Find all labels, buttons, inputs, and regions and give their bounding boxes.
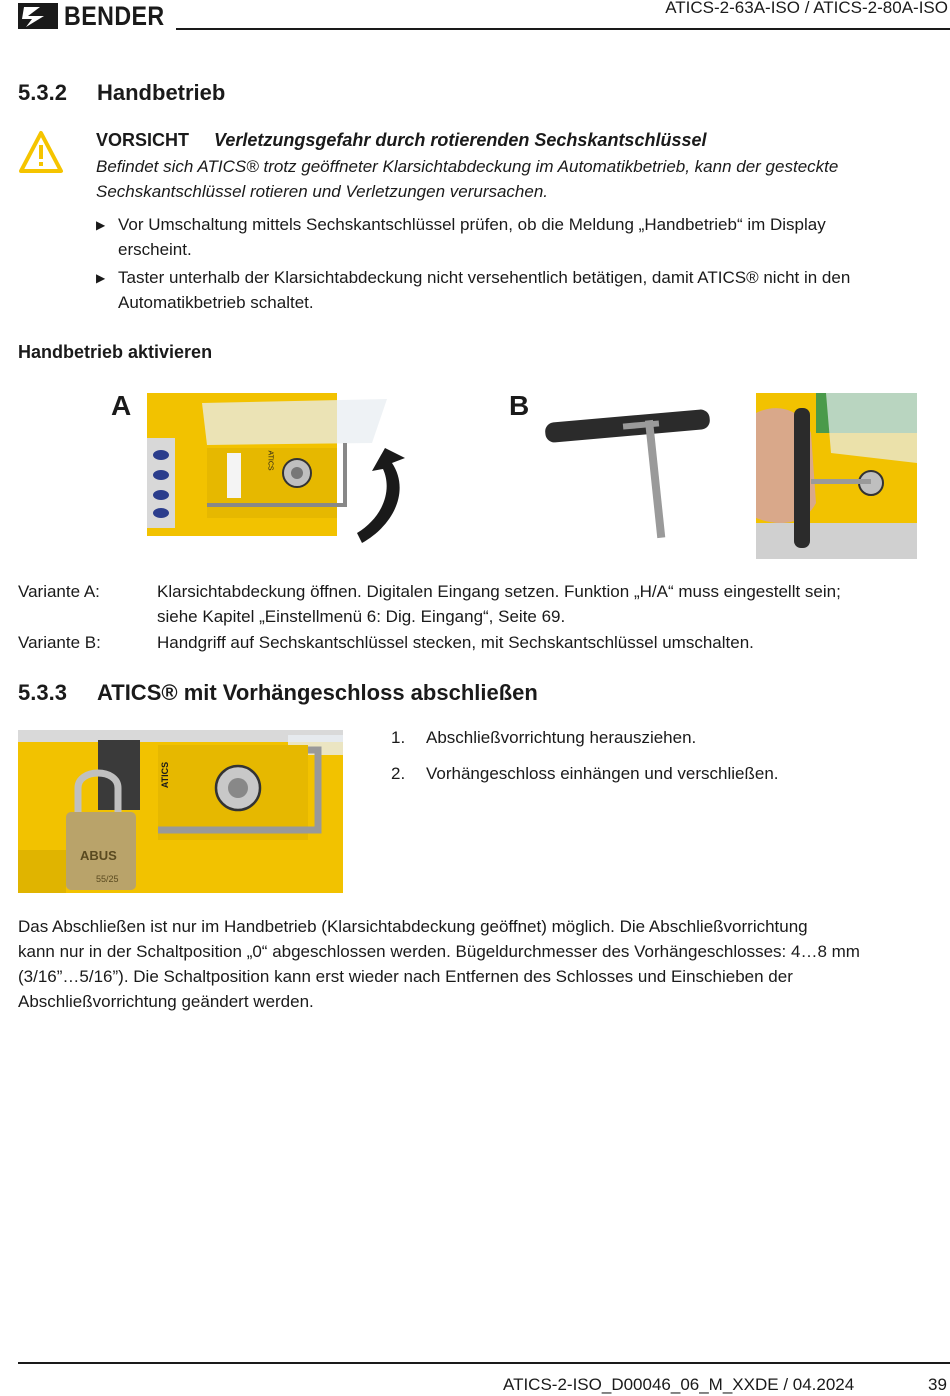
page-number: 39 bbox=[928, 1375, 947, 1394]
bender-logo bbox=[18, 0, 181, 32]
bullet-text: Taster unterhalb der Klarsichtabdeckung nicht versehentlich betätigen, damit ATICS® nicht in den bbox=[118, 268, 851, 287]
paragraph-line: Das Abschließen ist nur im Handbetrieb (Klarsichtabdeckung geöffnet) möglich. Die Abschließvorrichtung bbox=[18, 917, 808, 936]
section-title: ATICS® mit Vorhängeschloss abschließen bbox=[97, 680, 538, 705]
warning-line: Befindet sich ATICS® trotz geöffneter Klarsichtabdeckung im Automatikbetrieb, kann der gesteckte bbox=[96, 157, 839, 176]
bullet-text: Vor Umschaltung mittels Sechskantschlüssel prüfen, ob die Meldung „Handbetrieb“ im Display bbox=[118, 215, 826, 234]
variant-text: Klarsichtabdeckung öffnen. Digitalen Eingang setzen. Funktion „H/A“ muss eingestellt sein; bbox=[157, 582, 841, 601]
device-label: ATICS bbox=[266, 450, 274, 471]
warning-signal-word: VORSICHT bbox=[96, 130, 190, 150]
footer-divider bbox=[18, 1362, 950, 1364]
section-title: Handbetrieb bbox=[97, 80, 226, 105]
variant-text: siehe Kapitel „Einstellmenü 6: Dig. Eingang“, Seite 69. bbox=[157, 607, 566, 626]
figure-label-b: B bbox=[509, 390, 530, 421]
lock-brand: ABUS bbox=[80, 848, 117, 863]
paragraph-line: (3/16”…5/16”). Die Schaltposition kann erst wieder nach Entfernen des Schlosses und Einschieben der bbox=[18, 967, 793, 986]
bullet-arrow-icon: ▶ bbox=[96, 218, 106, 232]
warning-title: Verletzungsgefahr durch rotierenden Sechskantschlüssel bbox=[214, 130, 707, 150]
paragraph-line: kann nur in der Schaltposition „0“ abgeschlossen werden. Bügeldurchmesser des Vorhängeschlosses: 4…8 mm bbox=[18, 942, 860, 961]
bullet-arrow-icon: ▶ bbox=[96, 271, 106, 285]
lock-paragraph bbox=[18, 914, 950, 1014]
step-text: Vorhängeschloss einhängen und verschließen. bbox=[426, 764, 779, 783]
step-item bbox=[391, 728, 696, 748]
bullet-text: erscheint. bbox=[118, 240, 192, 259]
section-heading-532 bbox=[18, 80, 225, 106]
warning-heading bbox=[96, 130, 706, 151]
section-number: 5.3.2 bbox=[18, 80, 67, 105]
subheading-activate: Handbetrieb aktivieren bbox=[18, 342, 213, 362]
variant-b-row bbox=[18, 630, 754, 655]
figure-label-a: A bbox=[111, 390, 132, 421]
bullet-text: Automatikbetrieb schaltet. bbox=[118, 293, 314, 312]
photo-variant-b bbox=[756, 393, 917, 559]
brand-name: BENDER bbox=[64, 0, 165, 31]
paragraph-line: Abschließvorrichtung geändert werden. bbox=[18, 992, 314, 1011]
section-heading-533 bbox=[18, 680, 538, 706]
step-number: 2. bbox=[391, 764, 406, 783]
document-title: ATICS-2-63A-ISO / ATICS-2-80A-ISO bbox=[665, 0, 948, 17]
warning-line: Sechskantschlüssel rotieren und Verletzungen verursachen. bbox=[96, 182, 549, 201]
section-number: 5.3.3 bbox=[18, 680, 67, 705]
variant-label: Variante B: bbox=[18, 633, 101, 652]
step-item bbox=[391, 764, 779, 784]
photo-padlock bbox=[18, 730, 343, 893]
step-number: 1. bbox=[391, 728, 406, 747]
variant-text: Handgriff auf Sechskantschlüssel stecken, mit Sechskantschlüssel umschalten. bbox=[157, 633, 754, 652]
header-divider bbox=[176, 28, 950, 30]
bender-logo-icon bbox=[18, 1, 58, 31]
photo-variant-a bbox=[147, 393, 412, 548]
warning-bullet bbox=[96, 212, 826, 262]
warning-bullet bbox=[96, 265, 850, 315]
warning-triangle-icon bbox=[18, 130, 64, 174]
footer-document-id: ATICS-2-ISO_D00046_06_M_XXDE / 04.2024 bbox=[503, 1375, 855, 1394]
warning-description bbox=[96, 154, 838, 204]
variant-a-row bbox=[18, 579, 841, 629]
photo-hex-key bbox=[541, 398, 713, 543]
step-text: Abschließvorrichtung herausziehen. bbox=[426, 728, 697, 747]
device-label: ATICS bbox=[160, 761, 171, 789]
variant-label: Variante A: bbox=[18, 582, 100, 601]
lock-model: 55/25 bbox=[96, 874, 119, 884]
